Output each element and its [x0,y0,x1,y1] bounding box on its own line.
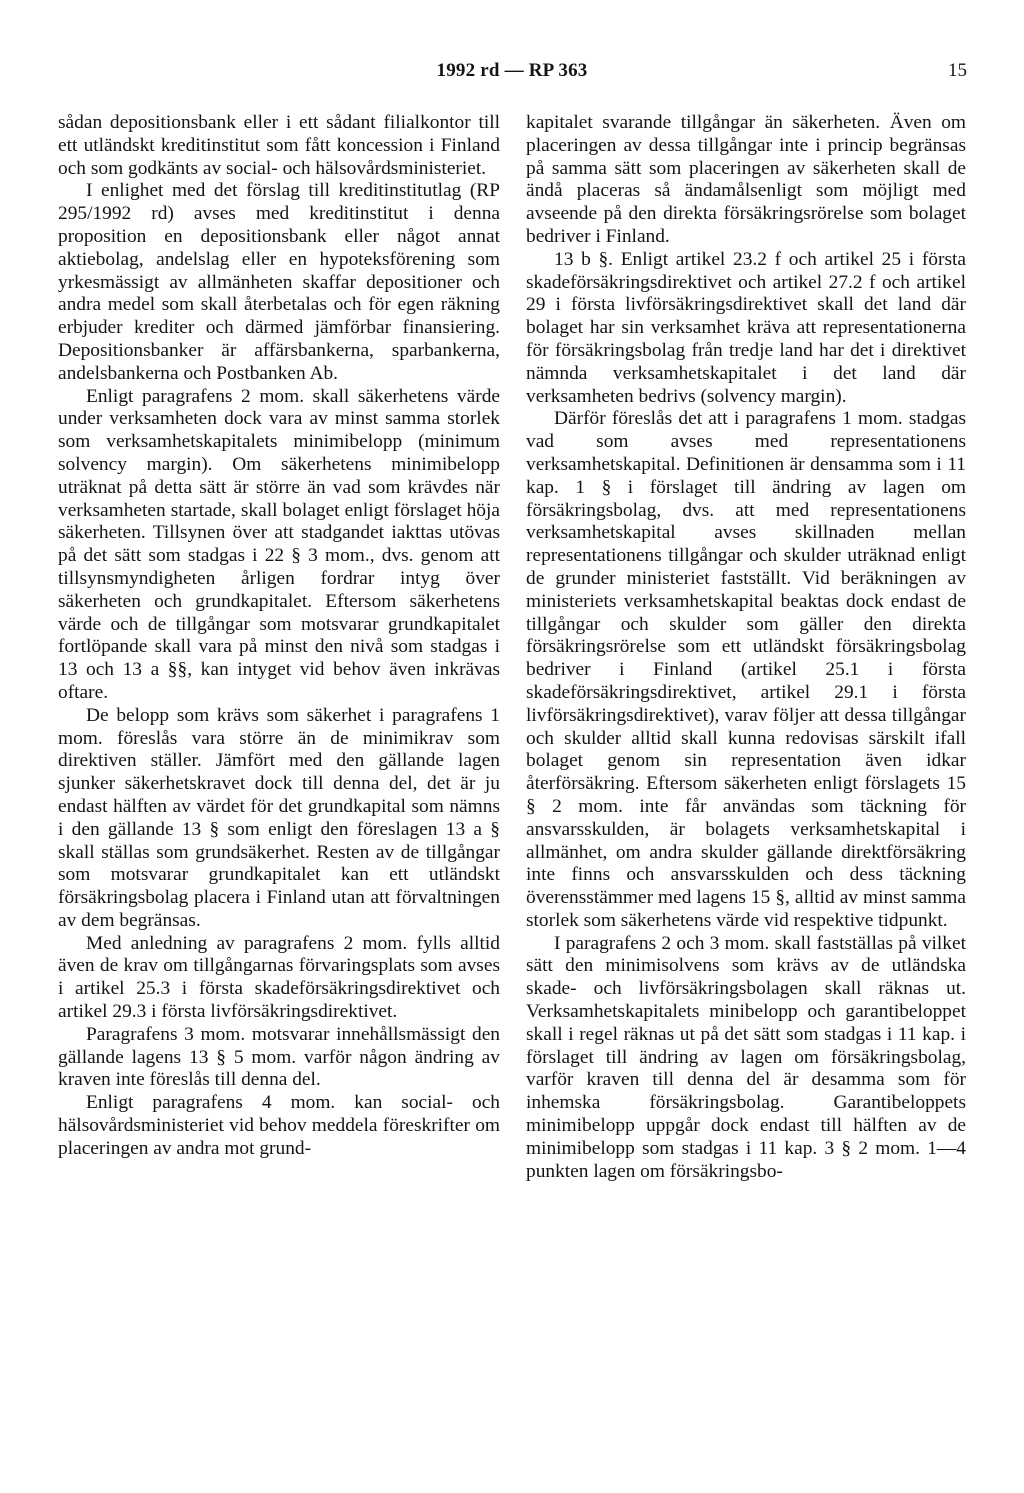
paragraph: De belopp som krävs som säkerhet i paragrafens 1 mom. föreslås vara större än de minimikrav som direktiven ställer. Jämfört med den gällande lagen sjunker säkerhetskravet dock till denna del, det är ju endast hälften av värdet för det grundkapital som nämns i den gällande 13 § som enligt den föreslagen 13 a § skall ställas som grundsäkerhet. Resten av de tillgångar som motsvarar grundkapitalet kan ett utländskt försäkringsbolag placera i Finland utan att förvaltningen av dem begränsas. [58,704,500,931]
left-column [58,112,500,1161]
paragraph: Enligt paragrafens 2 mom. skall säkerhetens värde under verksamheten dock vara av minst samma storlek som verksamhetskapitalets minimibelopp (minimum solvency margin). Om säkerhetens minimibelopp uträknat på detta sätt är större än vad som krävdes när verksamheten startade, skall bolaget enligt förslaget höja säkerheten. Tillsynen över att stadgandet iakttas utövas på det sätt som stadgas i 22 § 3 mom., dvs. genom att tillsynsmyndigheten årligen fordrar intyg över säkerheten och grundkapitalet. Eftersom säkerhetens värde och de tillgångar som motsvarar grundkapitalet fortlöpande skall vara på minst den nivå som stadgas i 13 och 13 a §§, kan intyget vid behov även inkrävas oftare. [58,385,500,703]
paragraph: Paragrafens 3 mom. motsvarar innehållsmässigt den gällande lagens 13 § 5 mom. varför någon ändring av kraven inte föreslås till denna del. [58,1023,500,1091]
page-number: 15 [948,60,967,81]
paragraph: Med anledning av paragrafens 2 mom. fylls alltid även de krav om tillgångarnas förvaringsplats som avses i artikel 25.3 i första skadeförsäkringsdirektivet och artikel 29.3 i första livförsäkringsdirektivet. [58,932,500,1023]
paragraph: I paragrafens 2 och 3 mom. skall fastställas på vilket sätt den minimisolvens som krävs av de utländska skade- och livförsäkringsbolagen skall räknas ut. Verksamhetskapitalets minibelopp och garantibeloppet skall i regel räknas ut på det sätt som stadgas i 11 kap. i förslaget till ändring av lagen om försäkringsbolag, varför kraven till denna del är desamma som för inhemska försäkringsbolag. Garantibeloppets minimibelopp uppgår dock endast till hälften av de minimibelopp som stadgas i 11 kap. 3 § 2 mom. 1—4 punkten lagen om försäkringsbo- [526,932,966,1182]
paragraph: sådan depositionsbank eller i ett sådant filialkontor till ett utländskt kreditinstitut som fått koncession i Finland och som godkänts av social- och hälsovårdsministeriet. [58,112,500,179]
page-title: 1992 rd — RP 363 [436,60,588,81]
paragraph: Därför föreslås det att i paragrafens 1 mom. stadgas vad som avses med representationens verksamhetskapital. Definitionen är densamma som i 11 kap. 1 § i förslaget till ändring av lagen om försäkringsbolag, dvs. att med representationens verksamhetskapital avses skillnaden mellan representationens tillgångar och skulder uträknad enligt de grunder ministeriet fastställt. Vid beräkningen av ministeriets verksamhetskapital beaktas dock endast de tillgångar och skulder som gäller den direkta försäkringsrörelse som ett utländskt försäkringsbolag bedriver i Finland (artikel 25.1 i första skadeförsäkringsdirektivet, artikel 29.1 i första livförsäkringsdirektivet), varav följer att dessa tillgångar och skulder alltid skall kunna redovisas särskilt ifall bolaget genom sin representation även idkar återförsäkring. Eftersom säkerheten enligt förslagets 15 § 2 mom. inte får användas som täckning för ansvarsskulden, är bolagets verksamhetskapital i allmänhet, om andra skulder gällande direktförsäkring inte finns och ansvarsskulden och dess täckning överensstämmer med lagens 15 §, alltid av minst samma storlek som säkerhetens värde vid respektive tidpunkt. [526,408,966,931]
page-header [0,60,1024,90]
right-column [526,112,966,1183]
paragraph: Enligt paragrafens 4 mom. kan social- och hälsovårdsministeriet vid behov meddela föreskrifter om placeringen av andra mot grund- [58,1092,500,1159]
paragraph: I enlighet med det förslag till kreditinstitutlag (RP 295/1992 rd) avses med kreditinstitut i denna proposition en depositionsbank eller något annat aktiebolag, andelslag eller en hypoteksförening som yrkesmässigt av allmänheten skaffar depositioner och andra medel som skall återbetalas och för egen räkning erbjuder krediter och därmed jämförbar finansiering. Depositionsbanker är affärsbankerna, sparbankerna, andelsbankerna och Postbanken Ab. [58,180,500,384]
paragraph: kapitalet svarande tillgångar än säkerheten. Även om placeringen av dessa tillgångar inte i princip begränsas på samma sätt som placeringen av säkerheten skall de ändå placeras så ändamålsenligt som möjligt med avseende på den direkta försäkringsrörelse som bolaget bedriver i Finland. [526,112,966,247]
paragraph: 13 b §. Enligt artikel 23.2 f och artikel 25 i första skadeförsäkringsdirektivet och artikel 27.2 f och artikel 29 i första livförsäkringsdirektivet skall det land där bolaget har sin verksamhet kräva att representationerna för försäkringsbolag från tredje land har det i direktivet nämnda verksamhetskapitalet i det land där verksamheten bedrivs (solvency margin). [526,248,966,407]
